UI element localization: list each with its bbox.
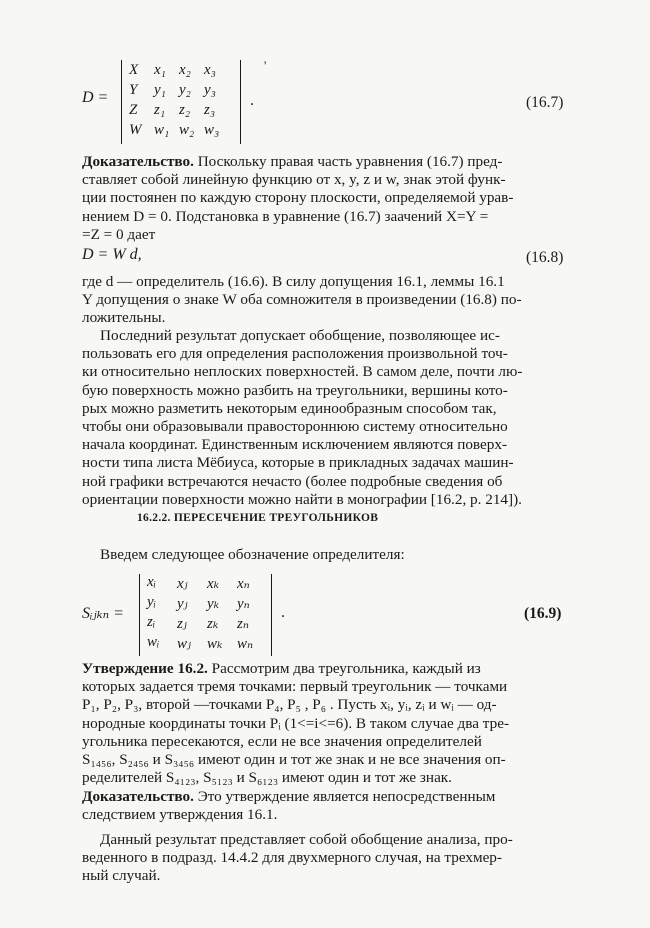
matrix-cell: zₙ <box>237 616 249 632</box>
proof2-paragraph <box>82 788 572 824</box>
proof1-line: ции постоянен по каждую сторону плоскости, определяемой урав- <box>82 189 514 207</box>
matrix2-right-bar <box>271 574 272 656</box>
statement-line: угольника пересекаются, если не все значения определителей <box>82 732 482 750</box>
text-line: рых можно разметить некоторым единообразным способом так, <box>82 399 497 417</box>
matrix-cell: yₙ <box>237 596 250 612</box>
matrix-cell: xₖ <box>207 576 220 592</box>
statement-line: Рассмотрим два треугольника, каждый из <box>207 660 481 677</box>
matrix1-label: D = <box>82 89 109 106</box>
matrix-cell: xₙ <box>237 576 250 592</box>
matrix-cell: z₂ <box>179 102 191 118</box>
proof1-lead: Доказательство. <box>82 153 194 170</box>
matrix-cell: zᵢ <box>147 614 156 630</box>
matrix-cell: X <box>129 62 139 78</box>
matrix-cell: x₃ <box>204 62 216 78</box>
text-line: ориентации поверхности можно найти в монографии [16.2, р. 214]). <box>82 490 522 508</box>
matrix-cell: Y <box>129 82 138 98</box>
matrix1-period: . <box>250 92 254 109</box>
matrix-cell: xⱼ <box>177 576 188 592</box>
matrix-cell: z₁ <box>154 102 166 118</box>
proof2-line: Это утверждение является непосредственным <box>193 788 496 805</box>
text-line: бую поверхность можно разбить на треугольники, вершины кото- <box>82 381 508 399</box>
statement-line: S₁₄₅₆, S₂₄₅₆ и S₃₄₅₆ имеют один и тот же знак и не все значения оп- <box>82 751 506 769</box>
matrix-cell: W <box>129 122 142 138</box>
matrix1-right-bar <box>240 60 241 144</box>
proof2-lead: Доказательство. <box>82 788 194 805</box>
text-line: чтобы они образовывали правостороннюю систему относительно <box>82 418 508 436</box>
matrix-cell: xᵢ <box>147 574 157 590</box>
equation-number-16-7: (16.7) <box>526 94 564 111</box>
matrix-cell: z₃ <box>204 102 216 118</box>
equation-number-16-8: (16.8) <box>526 249 564 266</box>
matrix-cell: w₂ <box>179 122 195 138</box>
matrix-cell: wₙ <box>237 636 254 652</box>
proof1-line: нением D = 0. Подстановка в уравнение (16.7) заачений X=Y = <box>82 207 489 225</box>
final-paragraph <box>82 831 572 886</box>
statement-paragraph <box>82 660 572 787</box>
equation-16-8: D = W d, <box>82 246 142 263</box>
statement-line: нородные координаты точки Pᵢ (1<=i<=6). В таком случае два тре- <box>82 714 509 732</box>
text-line: где d — определитель (16.6). В силу допущения 16.1, леммы 16.1 <box>82 273 505 290</box>
matrix-cell: x₂ <box>179 62 191 78</box>
matrix-cell: wᵢ <box>147 634 160 650</box>
matrix2-label: Sᵢⱼₖₙ = <box>82 605 124 622</box>
proof1-line: =Z = 0 дает <box>82 225 156 243</box>
text-line: начала координат. Единственным исключением являются поверх- <box>82 436 508 454</box>
matrix-cell: y₃ <box>204 82 216 98</box>
determinant-intro: Введем следующее обозначение определителя: <box>100 546 405 563</box>
text-line: ной графики встречаются нечасто (более подробные сведения об <box>82 472 503 490</box>
text-line: ный случай. <box>82 867 161 885</box>
proof1-line: ставляет собой линейную функцию от x, y, z и w, знак этой функ- <box>82 171 506 189</box>
text-line: Последний результат допускает обобщение, позволяющее ис- <box>100 327 500 344</box>
text-line: Данный результат представляет собой обобщение анализа, про- <box>100 831 513 848</box>
matrix-cell: y₁ <box>154 82 166 98</box>
text-line: пользовать его для определения расположения произвольной точ- <box>82 345 508 363</box>
proof2-line: следствием утверждения 16.1. <box>82 806 278 824</box>
proof1-paragraph <box>82 153 572 244</box>
proof1-line: Поскольку правая часть уравнения (16.7) пред- <box>193 153 503 170</box>
matrix-cell: yᵢ <box>147 594 157 610</box>
matrix-cell: w₃ <box>204 122 220 138</box>
matrix-cell: Z <box>129 102 138 118</box>
paragraph-generalization <box>82 327 572 509</box>
text-line: веденного в подразд. 14.4.2 для двухмерного случая, на трехмер- <box>82 849 502 867</box>
matrix-cell: yⱼ <box>177 596 188 612</box>
matrix1-left-bar <box>121 60 122 144</box>
text-line: ности типа листа Мёбиуса, которые в прикладных задачах машин- <box>82 454 514 472</box>
text-line: ложительны. <box>82 309 166 327</box>
paragraph-after-equation <box>82 273 572 328</box>
matrix-cell: yₖ <box>207 596 220 612</box>
statement-line: ределителей S₄₁₂₃, S₅₁₂₃ и S₆₁₂₃ имеют один и тот же знак. <box>82 769 452 787</box>
matrix-cell: wⱼ <box>177 636 191 652</box>
matrix2-left-bar <box>139 574 140 656</box>
matrix2-period: . <box>281 604 285 621</box>
matrix-cell: w₁ <box>154 122 170 138</box>
text-line: Y допущения о знаке W оба сомножителя в произведении (16.8) по- <box>82 291 522 309</box>
matrix-cell: zⱼ <box>177 616 187 632</box>
equation-number-16-9: (16.9) <box>524 605 562 622</box>
matrix1-stray-mark: ' <box>264 58 267 73</box>
matrix-cell: wₖ <box>207 636 223 652</box>
statement-line: P₁, P₂, P₃, второй —точками P₄, P₅ , P₆ . Пусть xᵢ, yᵢ, zᵢ и wᵢ — од- <box>82 696 497 714</box>
section-heading: 16.2.2. ПЕРЕСЕЧЕНИЕ ТРЕУГОЛЬНИКОВ <box>137 512 379 524</box>
matrix-cell: zₖ <box>207 616 219 632</box>
matrix-cell: y₂ <box>179 82 191 98</box>
statement-line: которых задается тремя точками: первый треугольник — точками <box>82 678 508 696</box>
matrix-cell: x₁ <box>154 62 166 78</box>
text-line: ки относительно неплоских поверхностей. В самом деле, почти лю- <box>82 363 523 381</box>
statement-lead: Утверждение 16.2. <box>82 660 208 677</box>
